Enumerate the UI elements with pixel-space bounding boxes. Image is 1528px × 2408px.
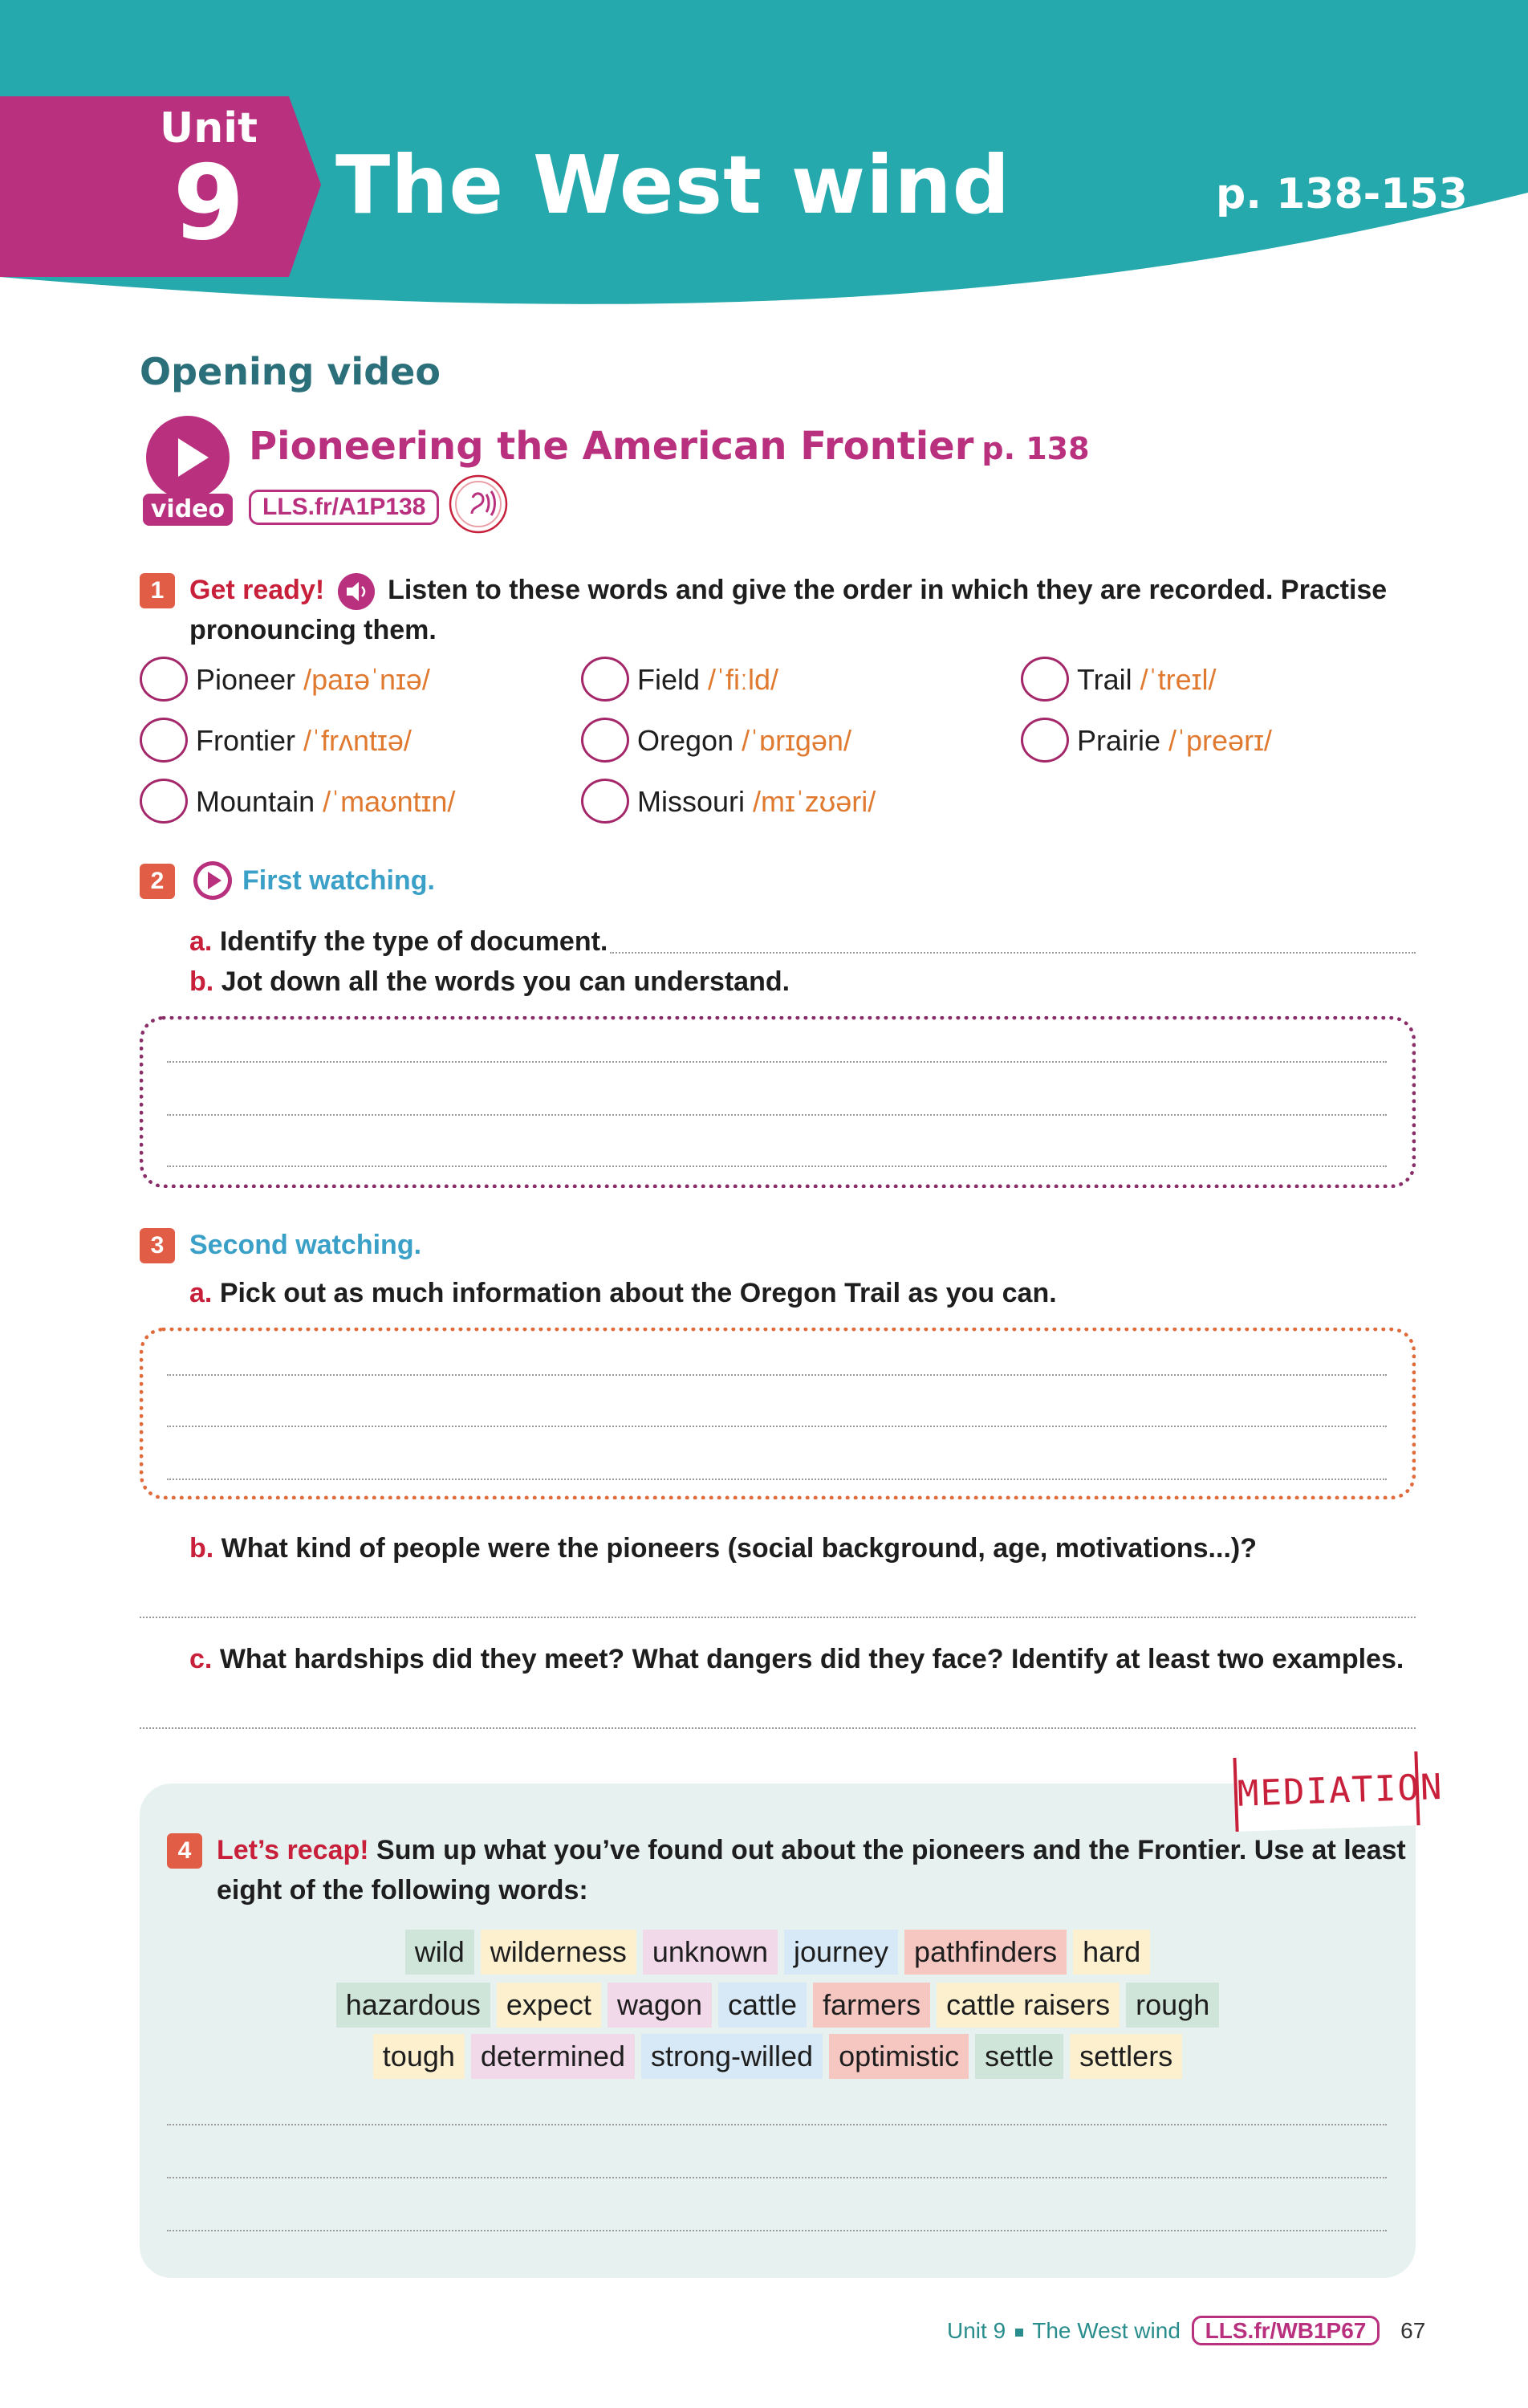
exercise-3c: c. What hardships did they meet? What dangers did they face? Identify at least two examples. [189,1644,1404,1674]
word-item: Trail /ˈtreɪl/ [1077,663,1217,696]
word-chip: rough [1126,1983,1219,2028]
word-chip: tough [373,2034,465,2079]
exercise-1-instruction [189,570,1387,611]
answer-box[interactable] [140,1328,1416,1499]
exercise-1-text: Listen to these words and give the order in which they are recorded. Practise [388,575,1388,605]
word-chip: determined [471,2034,635,2079]
exercise-3-label: Second watching. [189,1230,422,1260]
answer-line[interactable] [167,1479,1387,1480]
word-chip: settlers [1070,2034,1182,2079]
page-number: 67 [1400,2318,1426,2343]
footer-unit: Unit 9 [947,2318,1006,2343]
answer-line[interactable] [167,2177,1387,2178]
word-bank-row [140,1930,1416,1975]
word-chip: strong-willed [641,2034,823,2079]
answer-line[interactable] [167,1061,1387,1063]
order-circle[interactable] [1021,718,1069,763]
answer-line[interactable] [167,2230,1387,2231]
page-footer [947,2318,1425,2344]
answer-line[interactable] [167,1114,1387,1116]
exercise-2-number: 2 [140,864,175,899]
word-chip: wilderness [481,1930,636,1975]
order-circle[interactable] [140,779,188,824]
exercise-1-text-2: pronouncing them. [189,615,437,645]
exercise-3a: a. Pick out as much information about the Oregon Trail as you can. [189,1278,1057,1308]
answer-line[interactable] [610,952,1416,954]
section-title: Opening video [140,350,441,393]
word-chip: expect [497,1983,601,2028]
exercise-2a: a. Identify the type of document. [189,926,608,957]
word-chip: wagon [608,1983,712,2028]
word-item: Pioneer /paɪəˈnɪə/ [196,663,430,696]
word-chip: settle [975,2034,1063,2079]
page-title: The West wind [335,138,1011,232]
answer-line[interactable] [167,2124,1387,2125]
word-chip: optimistic [829,2034,969,2079]
answer-line[interactable] [140,1617,1416,1618]
mediation-badge: MEDIATION [1233,1751,1420,1832]
word-bank-row [140,1983,1416,2028]
word-item: Oregon /ˈɒrɪgən/ [637,724,851,757]
play-video-icon[interactable] [193,860,233,901]
answer-line[interactable] [167,1374,1387,1376]
unit-number: 9 [173,144,245,263]
exercise-4-instruction: Let’s recap! Sum up what you’ve found out about the pioneers and the Frontier. Use at least [217,1835,1406,1865]
video-title [249,424,1090,469]
video-title-text: Pioneering the American Frontier [249,424,974,469]
order-circle[interactable] [140,657,188,702]
word-item: Prairie /ˈpreərɪ/ [1077,724,1272,757]
word-chip: journey [784,1930,898,1975]
word-item: Field /ˈfiːld/ [637,663,779,696]
order-circle[interactable] [581,718,629,763]
word-chip: farmers [813,1983,930,2028]
word-bank-row [140,2034,1416,2079]
order-circle[interactable] [1021,657,1069,702]
exercise-1-label: Get ready! [189,575,325,605]
audio-description-icon[interactable] [448,474,509,535]
exercise-4-number: 4 [167,1833,202,1869]
answer-line[interactable] [167,1165,1387,1167]
exercise-2b: b. Jot down all the words you can understand. [189,966,790,997]
exercise-2-label: First watching. [242,865,435,896]
word-chip: hard [1073,1930,1150,1975]
exercise-3-number: 3 [140,1228,175,1263]
video-link[interactable]: LLS.fr/A1P138 [249,490,439,525]
answer-box[interactable] [140,1016,1416,1188]
video-badge: video [143,494,233,526]
video-page: p. 138 [981,431,1090,466]
page-range: p. 138-153 [1216,170,1468,218]
word-chip: hazardous [336,1983,490,2028]
answer-line[interactable] [140,1727,1416,1729]
word-chip: pathfinders [904,1930,1067,1975]
answer-line[interactable] [167,1426,1387,1427]
word-chip: cattle raisers [937,1983,1120,2028]
word-chip: wild [405,1930,474,1975]
audio-icon[interactable] [337,572,376,611]
word-item: Mountain /ˈmaʊntɪn/ [196,785,456,818]
footer-link[interactable]: LLS.fr/WB1P67 [1192,2316,1380,2345]
exercise-3b: b. What kind of people were the pioneers (social background, age, motivations...)? [189,1533,1257,1564]
unit-label: Unit [160,104,258,153]
word-chip: unknown [643,1930,778,1975]
word-item: Frontier /ˈfrʌntɪə/ [196,724,412,757]
exercise-1-number: 1 [140,573,175,608]
footer-title: The West wind [1032,2318,1181,2343]
order-circle[interactable] [140,718,188,763]
exercise-4-text-2: eight of the following words: [217,1875,588,1906]
word-chip: cattle [718,1983,807,2028]
word-item: Missouri /mɪˈzʊəri/ [637,785,876,818]
order-circle[interactable] [581,657,629,702]
play-video-icon[interactable] [146,416,230,499]
order-circle[interactable] [581,779,629,824]
bullet-icon [1015,2329,1023,2337]
